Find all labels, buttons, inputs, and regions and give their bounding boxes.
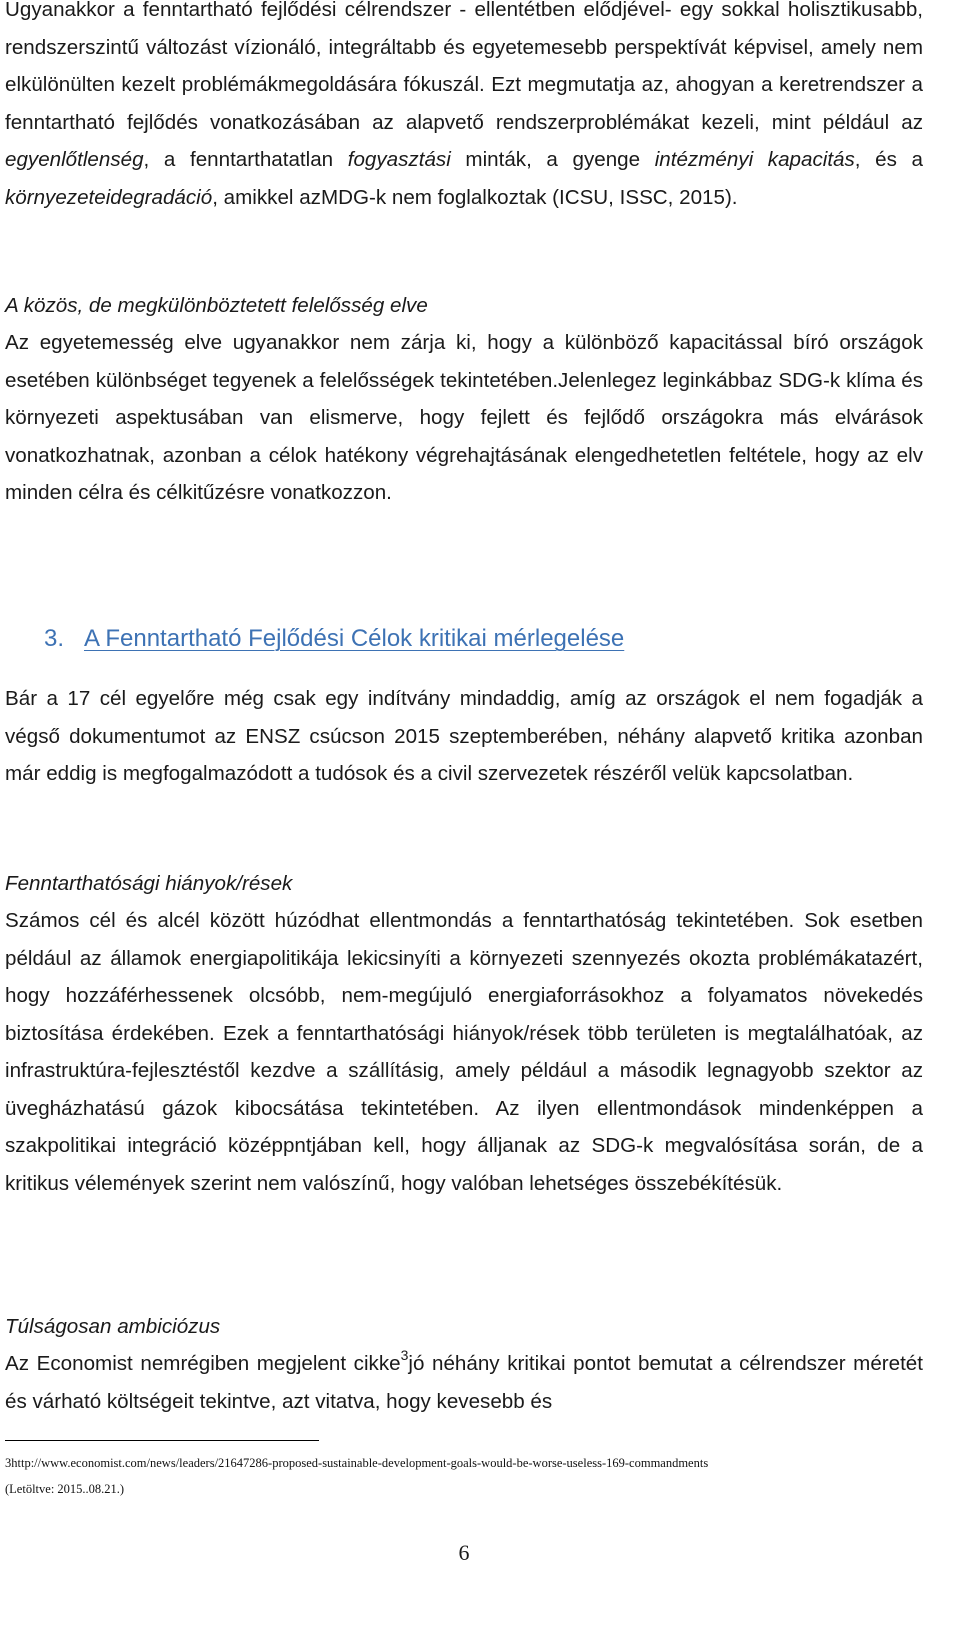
emphasis-institutional-capacity: intézményi kapacitás — [654, 148, 855, 171]
emphasis-consumption: fogyasztási — [347, 148, 451, 171]
paragraph-sustainability-gaps: Számos cél és alcél között húzódhat ellentmondás a fenntarthatóság tekintetében. Sok esetben például az államok energiapolitikája lekicsinyíti a környezeti szennyezés okozta problémákatazért, hogy hozzáférhessenek olcsóbb, nem-megújuló energiaforrásokhoz a folyamatos növekedés biztosítása érdekében. Ezek a fenntarthatósági hiányok/rések több területen is megtalálhatóak, az infrastruktúra-fejlesztéstől kezdve a szállításig, amely például a második legnagyobb szektor az üvegházhatású gázok kibocsátása tekintetében. Az ilyen ellentmondások mindenképpen a szakpolitikai integráció középpntjában kell, hogy álljanak az SDG-k megvalósítása során, de a kritikus vélemények szerint nem valószínű, hogy valóban lehetséges összebékítésük. — [5, 909, 923, 1195]
paragraph-sdg-holistic: Ugyanakkor a fenntartható fejlődési célrendszer - ellentétben elődjével- egy sokkal holisztikusabb, rendszerszintű változást vízionáló, integráltabb és egyetemesebb perspektívát képvisel, amely nem elkülönülten kezelt problémákmegoldására fókuszál. Ezt megmutatja az, ahogyan a keretrendszer a fenntartható fejlődés vonatkozásában az alapvető rendszerproblémákat kezeli, mint például az egyenlőtlenség, a fenntarthatatlan fogyasztási minták, a gyenge intézményi kapacitás, és a környezeteidegradáció, amikkel azMDG-k nem foglalkoztak (ICSU, ISSC, 2015). — [5, 0, 923, 209]
paragraph-common-responsibility: Az egyetemesség elve ugyanakkor nem zárja ki, hogy a különböző kapacitással bíró országok esetében különbséget tegyenek a felelősségek tekintetében.Jelenlegez leginkábbaz SDG-k klíma és környezeti aspektusában van elismerve, hogy fejlett és fejlődő országokra más elvárások vonatkozhatnak, azonban a célok hatékony végrehajtásának elengedhetetlen feltétele, hogy az elv minden célra és célkitűzésre vonatkozzon. — [5, 331, 923, 504]
section-heading-sustainability-gaps: Fenntarthatósági hiányok/rések — [5, 872, 293, 895]
footnote-separator — [5, 1440, 319, 1441]
footnote-url: 3http://www.economist.com/news/leaders/21647286-proposed-sustainable-development-goals-would-be-worse-useless-169-commandments — [5, 1456, 709, 1470]
chapter-number: 3. — [44, 625, 65, 652]
page-number: 6 — [458, 1540, 470, 1565]
footnote-retrieved-date: (Letöltve: 2015..08.21.) — [5, 1482, 125, 1496]
emphasis-inequality: egyenlőtlenség — [5, 148, 144, 171]
emphasis-environmental-degradation: környezeteidegradáció — [5, 185, 213, 209]
paragraph-too-ambitious: Az Economist nemrégiben megjelent cikke$^3$jó néhány kritikai pontot bemutat a célrendszer méretét és várható költségeit tekintve, azt vitatva, hogy kevesebb és — [5, 1347, 923, 1413]
chapter-title: A Fenntartható Fejlődési Célok kritikai mérlegelése — [84, 625, 625, 652]
chapter-heading — [44, 624, 624, 654]
footnote-reference: 3 — [400, 1347, 409, 1363]
paragraph-critique-intro: Bár a 17 cél egyelőre még csak egy indítvány mindaddig, amíg az országok el nem fogadják a végső dokumentumot az ENSZ csúcson 2015 szeptemberében, néhány alapvető kritika azonban már eddig is megfogalmazódott a tudósok és a civil szervezetek részéről velük kapcsolatban. — [5, 687, 923, 785]
section-heading-common-responsibility: A közös, de megkülönböztetett felelősség elve — [5, 294, 428, 317]
section-heading-too-ambitious: Túlságosan ambiciózus — [5, 1315, 221, 1338]
